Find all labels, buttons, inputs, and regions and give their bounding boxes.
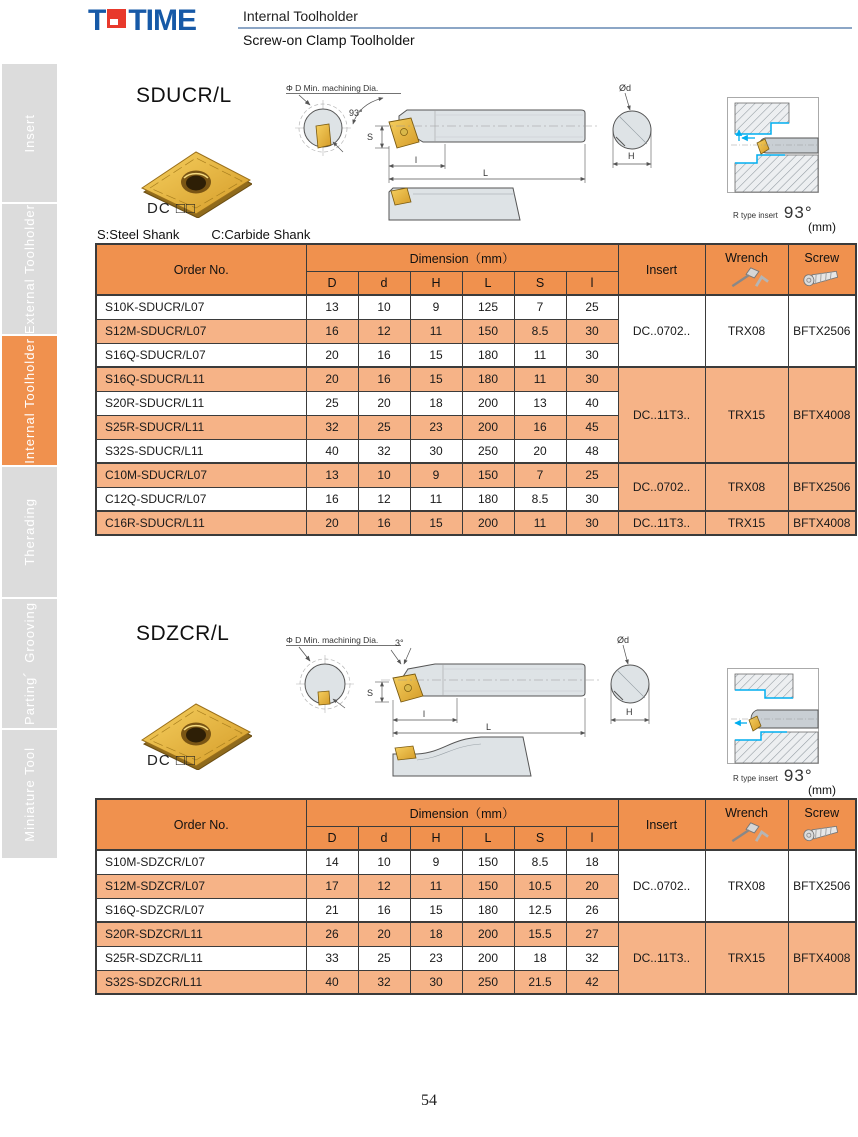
table-row[interactable]: S25R-SDZCR/L11 33 25 23 200 18 32 [96,946,856,970]
col-header-dimension: Dimension（mm） [306,244,618,271]
col-header-wrench [705,799,788,850]
wrench-label: Wrench [725,251,768,265]
wrench-icon [724,266,770,288]
insert-code-label: DC □□ [147,752,196,769]
dim-L-label: L [483,168,489,178]
table-row[interactable]: S12M-SDUCR/L07 16 12 11 150 8.5 30 [96,319,856,343]
shank-note-steel: S:Steel Shank [97,227,180,242]
sidebar-item-internal-toolholder[interactable] [2,336,57,465]
table-row[interactable]: S12M-SDZCR/L07 17 12 11 150 10.5 20 [96,874,856,898]
dim-h-label: H [626,707,633,717]
table-row[interactable]: S10M-SDZCR/L07 14 10 9 150 8.5 18 DC..0702.. TRX08 BFTX2506 [96,850,856,874]
dim-col-l: l [566,826,618,850]
application-diagram-sducr [727,97,819,193]
dim-col-L: L [462,826,514,850]
sidebar-item-insert[interactable] [2,64,57,202]
screw-label: Screw [804,806,840,820]
sidebar-item-label: Parting、Grooving [22,602,37,725]
header-category: Internal Toolholder [243,8,358,24]
wrench-cell: TRX08 [705,463,788,511]
table-row[interactable]: S20R-SDZCR/L11 26 20 18 200 15.5 27 DC..11T3.. TRX15 BFTX4008 [96,922,856,946]
header-divider [238,27,852,29]
dim-col-d: d [358,271,410,295]
wrench-cell: TRX15 [705,922,788,994]
sidebar-item-label: Therading [22,498,37,566]
dim-col-D: D [306,271,358,295]
r-type-note: R type insert [733,774,778,783]
table-row[interactable]: S32S-SDZCR/L11 40 32 30 250 21.5 42 [96,970,856,994]
sidebar-item-miniature-tool[interactable] [2,730,57,858]
dim-l-label: l [423,709,425,719]
page-number: 54 [421,1092,437,1109]
sidebar-item-external-toolholder[interactable] [2,204,57,334]
table-row[interactable]: C16R-SDUCR/L11 20 16 15 200 11 30 DC..11T3.. TRX15 BFTX4008 [96,511,856,535]
screw-icon [799,821,845,843]
sidebar-item-label: External Toolholder [22,203,37,335]
insert-cell: DC..11T3.. [618,367,705,463]
table-row[interactable]: S10K-SDUCR/L07 13 10 9 125 7 25 DC..0702.. TRX08 BFTX2506 [96,295,856,319]
col-header-order: Order No. [96,799,306,850]
col-header-screw [788,799,856,850]
dia-d-label: Ød [619,83,632,93]
dim-col-H: H [410,826,462,850]
insert-cell: DC..11T3.. [618,511,705,535]
table-row[interactable]: S32S-SDUCR/L11 40 32 30 250 20 48 [96,439,856,463]
angle-label: 3° [395,638,404,648]
sidebar-item-therading[interactable] [2,467,57,597]
col-header-screw [788,244,856,295]
dim-L-label: L [486,722,492,732]
col-header-dimension: Dimension（mm） [306,799,618,826]
screw-icon [799,266,845,288]
unit-note: (mm) [808,783,836,797]
insert-cell: DC..0702.. [618,463,705,511]
screw-label: Screw [804,251,840,265]
dim-col-S: S [514,271,566,295]
insert-cell: DC..0702.. [618,295,705,367]
shank-note [97,227,310,242]
header-subcategory: Screw-on Clamp Toolholder [243,32,415,48]
insert-cell: DC..11T3.. [618,922,705,994]
table-row[interactable]: S20R-SDUCR/L11 25 20 18 200 13 40 [96,391,856,415]
col-header-insert: Insert [618,799,705,850]
app-angle: 93° [783,203,813,222]
col-header-order: Order No. [96,244,306,295]
dim-col-H: H [410,271,462,295]
table-row[interactable]: S25R-SDUCR/L11 32 25 23 200 16 45 [96,415,856,439]
table-row[interactable]: C10M-SDUCR/L07 13 10 9 150 7 25 DC..0702.. TRX08 BFTX2506 [96,463,856,487]
sidebar-item-label: Insert [22,113,37,153]
dim-col-d: d [358,826,410,850]
min-dia-label: Φ D Min. machining Dia. [286,635,379,645]
wrench-cell: TRX15 [705,367,788,463]
dia-d-label: Ød [617,635,630,645]
screw-cell: BFTX4008 [788,367,856,463]
app-angle: 93° [783,766,813,785]
table-row[interactable]: S16Q-SDUCR/L11 20 16 15 180 11 30 DC..11T3.. TRX15 BFTX4008 [96,367,856,391]
angle-label: 93° [349,108,363,118]
dim-s-label: S [367,132,374,142]
col-header-insert: Insert [618,244,705,295]
screw-cell: BFTX4008 [788,511,856,535]
dim-l-label: l [415,155,417,165]
dim-col-D: D [306,826,358,850]
screw-cell: BFTX2506 [788,295,856,367]
logo-red-square-icon [107,9,126,28]
sidebar-item-label: Miniature Tool [22,746,37,842]
wrench-icon [724,821,770,843]
table-row[interactable]: C12Q-SDUCR/L07 16 12 11 180 8.5 30 [96,487,856,511]
col-header-wrench [705,244,788,295]
wrench-cell: TRX08 [705,850,788,922]
app-caption [733,766,813,786]
logo-text-suffix: TIME [128,4,196,37]
sidebar-item-parting-grooving[interactable] [2,599,57,728]
dim-col-l: l [566,271,618,295]
shank-note-carbide: C:Carbide Shank [211,227,311,242]
wrench-label: Wrench [725,806,768,820]
screw-cell: BFTX2506 [788,850,856,922]
sducr-spec-table [95,243,857,536]
wrench-cell: TRX08 [705,295,788,367]
sdzcr-spec-table [95,798,857,995]
logo-text-prefix: T [88,4,106,37]
unit-note: (mm) [808,220,836,234]
section-title-sducr: SDUCR/L [136,84,232,107]
screw-cell: BFTX2506 [788,463,856,511]
app-caption [733,203,813,223]
dim-s-label: S [367,688,374,698]
section-title-sdzcr: SDZCR/L [136,622,230,645]
table-row[interactable]: S16Q-SDZCR/L07 21 16 15 180 12.5 26 [96,898,856,922]
r-type-note: R type insert [733,211,778,220]
screw-cell: BFTX4008 [788,922,856,994]
insert-cell: DC..0702.. [618,850,705,922]
application-diagram-sdzcr [727,668,819,764]
dim-col-L: L [462,271,514,295]
sidebar-item-label: Internal Toolholder [22,337,37,464]
table-row[interactable]: S16Q-SDUCR/L07 20 16 15 180 11 30 [96,343,856,367]
technical-drawing-sducr [283,82,673,234]
insert-code-label: DC □□ [147,200,196,217]
technical-drawing-sdzcr [283,634,673,790]
min-dia-label: Φ D Min. machining Dia. [286,83,379,93]
wrench-cell: TRX15 [705,511,788,535]
brand-logo [88,2,196,40]
dim-col-S: S [514,826,566,850]
dim-h-label: H [628,151,635,161]
